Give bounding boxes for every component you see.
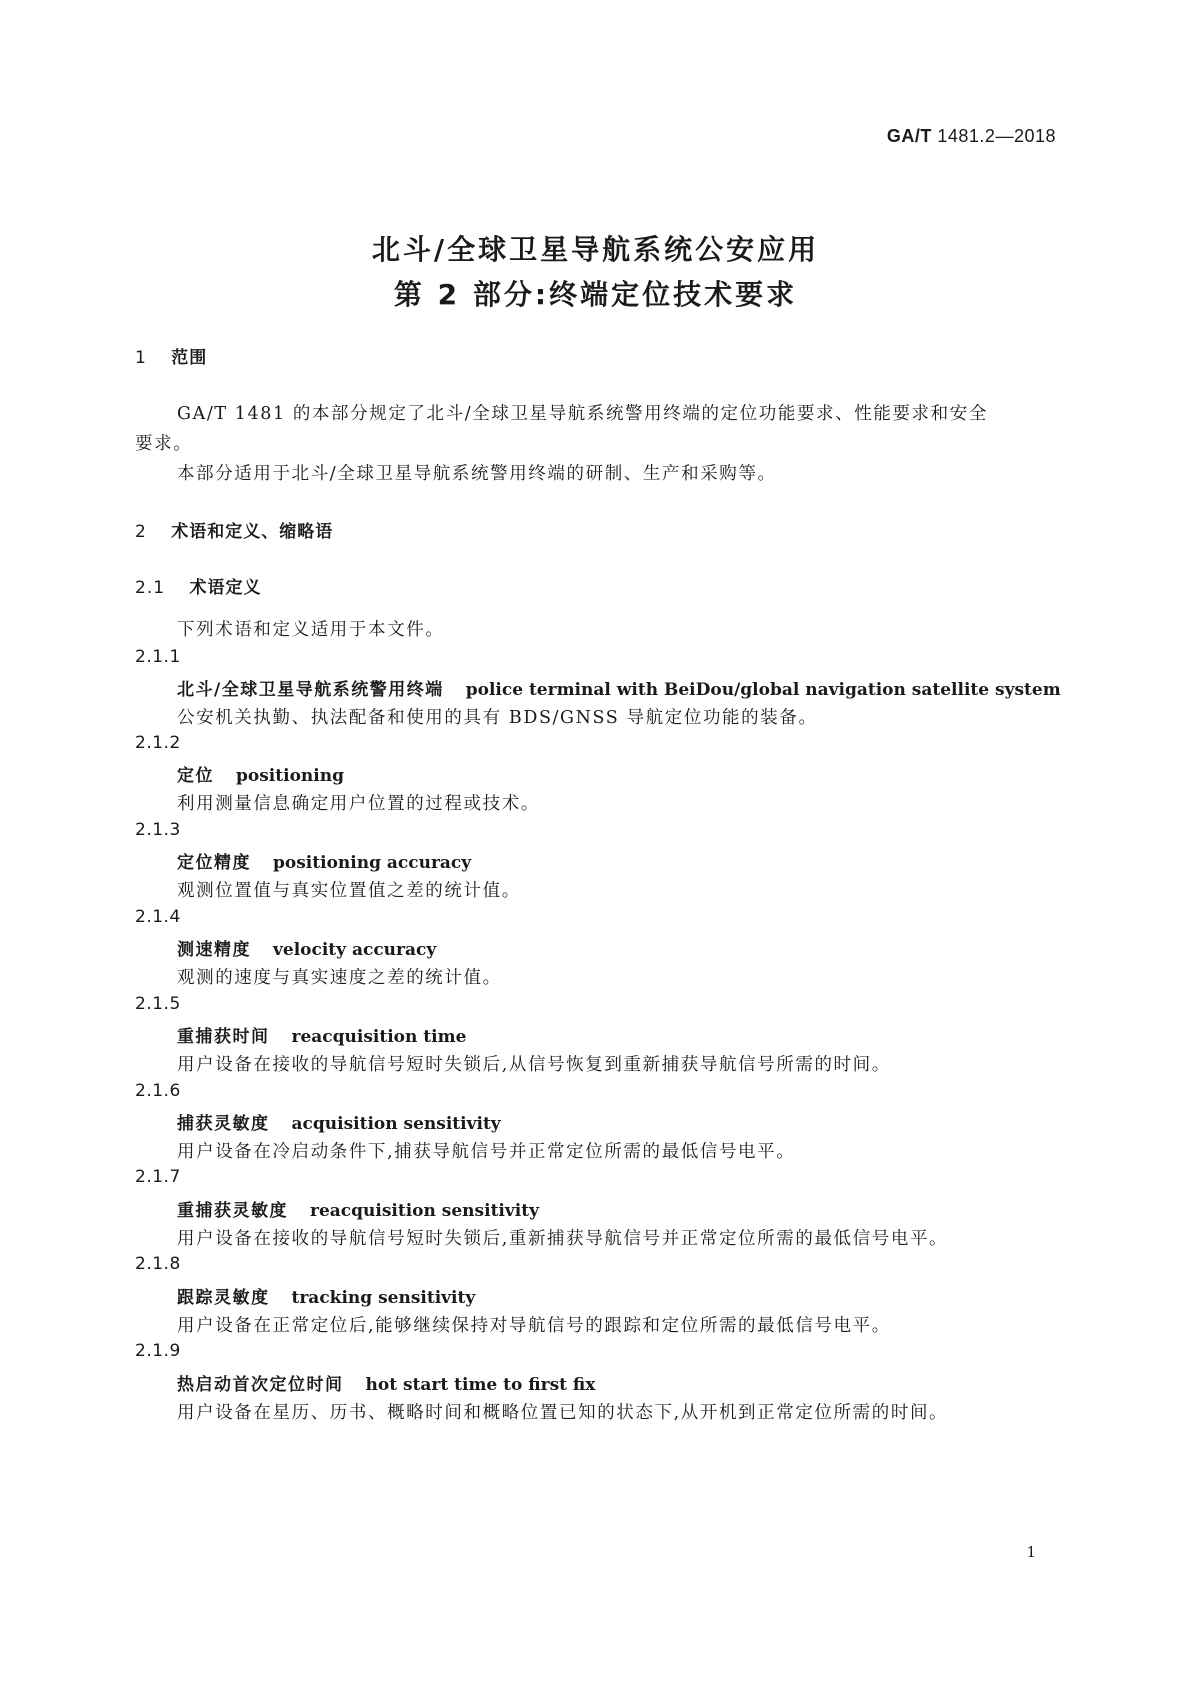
term-heading: [177, 761, 1191, 786]
term-english: acquisition sensitivity: [291, 1114, 501, 1134]
section-number: 2: [135, 522, 147, 542]
section-number: 2.1: [135, 578, 166, 598]
section-1-paragraph-1-line-1: GA/T 1481 的本部分规定了北斗/全球卫星导航系统警用终端的定位功能要求、性能要求和安全: [177, 404, 988, 424]
standard-prefix: GA/T: [886, 126, 932, 146]
term-definition: 用户设备在星历、历书、概略时间和概略位置已知的状态下,从开机到正常定位所需的时间。: [177, 1403, 949, 1423]
term-chinese: 测速精度: [177, 940, 251, 960]
term-number: 2.1.2: [135, 733, 181, 753]
section-title: 范围: [171, 348, 208, 368]
term-number: 2.1.3: [135, 820, 181, 840]
term-english: positioning: [236, 766, 344, 786]
term-english: tracking sensitivity: [291, 1288, 476, 1308]
term-definition: 观测位置值与真实位置值之差的统计值。: [177, 881, 521, 901]
term-number: 2.1.6: [135, 1081, 181, 1101]
section-2-1-heading: [135, 573, 1191, 598]
term-definition: 用户设备在接收的导航信号短时失锁后,从信号恢复到重新捕获导航信号所需的时间。: [177, 1055, 891, 1075]
section-1-heading: [135, 343, 1191, 368]
term-heading: [177, 1022, 1191, 1047]
term-chinese: 捕获灵敏度: [177, 1114, 270, 1134]
term-english: positioning accuracy: [273, 853, 472, 873]
section-number: 1: [135, 348, 147, 368]
term-number: 2.1.4: [135, 907, 181, 927]
section-1-paragraph-1-line-2: 要求。: [135, 434, 193, 454]
term-english: hot start time to first fix: [365, 1375, 596, 1395]
term-definition: 观测的速度与真实速度之差的统计值。: [177, 968, 502, 988]
document-title-line-1: 北斗/全球卫星导航系统公安应用: [371, 233, 820, 266]
section-2-heading: [135, 517, 1191, 542]
standard-number: 1481.2—2018: [937, 126, 1056, 146]
term-definition: 公安机关执勤、执法配备和使用的具有 BDS/GNSS 导航定位功能的装备。: [177, 708, 818, 728]
term-heading: [177, 848, 1191, 873]
term-definition: 用户设备在正常定位后,能够继续保持对导航信号的跟踪和定位所需的最低信号电平。: [177, 1316, 891, 1336]
term-number: 2.1.8: [135, 1254, 181, 1274]
term-heading: [177, 1283, 1191, 1308]
section-1-paragraph-2: 本部分适用于北斗/全球卫星导航系统警用终端的研制、生产和采购等。: [177, 464, 777, 484]
term-english: reacquisition time: [291, 1027, 467, 1047]
term-chinese: 定位: [177, 766, 214, 786]
term-definition: 利用测量信息确定用户位置的过程或技术。: [177, 794, 540, 814]
standard-code: [887, 126, 1056, 147]
term-english: velocity accuracy: [273, 940, 437, 960]
document-title-line-2: 第 2 部分:终端定位技术要求: [393, 278, 798, 311]
term-chinese: 跟踪灵敏度: [177, 1288, 270, 1308]
term-heading: [177, 675, 1191, 700]
section-title: 术语定义: [189, 578, 262, 598]
term-number: 2.1.7: [135, 1167, 181, 1187]
term-definition: 用户设备在冷启动条件下,捕获导航信号并正常定位所需的最低信号电平。: [177, 1142, 796, 1162]
term-heading: [177, 1196, 1191, 1221]
term-english: police terminal with BeiDou/global navigation satellite system: [465, 680, 1061, 700]
term-heading: [177, 1370, 1191, 1395]
section-2-1-intro: 下列术语和定义适用于本文件。: [177, 620, 445, 640]
term-number: 2.1.1: [135, 647, 181, 667]
term-number: 2.1.9: [135, 1341, 181, 1361]
term-chinese: 定位精度: [177, 853, 251, 873]
term-definition: 用户设备在接收的导航信号短时失锁后,重新捕获导航信号并正常定位所需的最低信号电平。: [177, 1229, 949, 1249]
term-chinese: 重捕获时间: [177, 1027, 270, 1047]
term-chinese: 重捕获灵敏度: [177, 1201, 288, 1221]
term-heading: [177, 1109, 1191, 1134]
term-number: 2.1.5: [135, 994, 181, 1014]
term-chinese: 北斗/全球卫星导航系统警用终端: [177, 680, 444, 700]
term-heading: [177, 935, 1191, 960]
term-english: reacquisition sensitivity: [310, 1201, 539, 1221]
term-chinese: 热启动首次定位时间: [177, 1375, 344, 1395]
page-number: 1: [1026, 1543, 1036, 1561]
section-title: 术语和定义、缩略语: [171, 522, 334, 542]
